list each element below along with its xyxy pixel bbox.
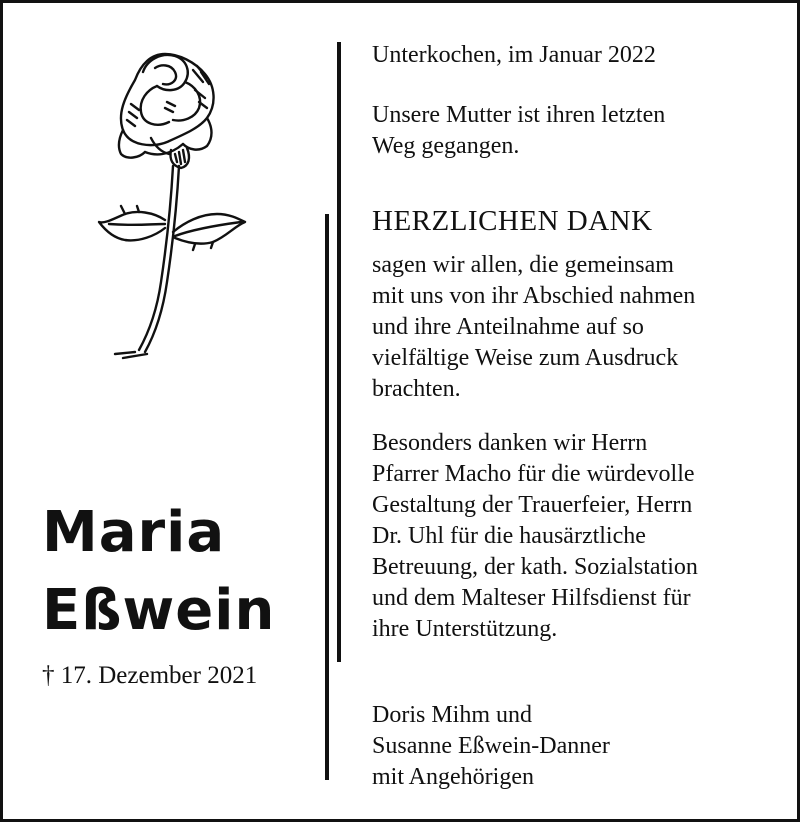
special-thanks-line: Betreuung, der kath. Sozialstation — [372, 554, 698, 580]
rose-icon — [95, 42, 250, 362]
cross-icon: † — [42, 662, 55, 689]
deceased-first-name: Maria — [42, 500, 226, 565]
thanks-line: und ihre Anteilnahme auf so — [372, 314, 644, 340]
thanks-line: brachten. — [372, 376, 461, 402]
thanks-line: vielfältige Weise zum Ausdruck — [372, 345, 679, 371]
signatory-line: Susanne Eßwein-Danner — [372, 733, 610, 759]
special-thanks-line: Pfarrer Macho für die würdevolle — [372, 461, 695, 487]
signatories — [372, 700, 782, 793]
divider-line-upper — [337, 42, 341, 662]
intro-line: Weg gegangen. — [372, 133, 520, 159]
special-thanks-line: Besonders danken wir Herrn — [372, 430, 648, 456]
thanks-heading: HERZLICHEN DANK — [372, 205, 653, 237]
place-date: Unterkochen, im Januar 2022 — [372, 42, 656, 68]
intro-text — [372, 100, 782, 162]
death-date: 17. Dezember 2021 — [60, 662, 258, 689]
death-date-line — [42, 662, 257, 690]
thanks-line: sagen wir allen, die gemeinsam — [372, 252, 674, 278]
signatory-line: Doris Mihm und — [372, 702, 533, 728]
signatory-line: mit Angehörigen — [372, 764, 534, 790]
special-thanks-text — [372, 428, 782, 645]
special-thanks-line: Gestaltung der Trauerfeier, Herrn — [372, 492, 693, 518]
intro-line: Unsere Mutter ist ihren letzten — [372, 102, 666, 128]
divider-line-lower — [325, 214, 329, 780]
special-thanks-line: und dem Malteser Hilfsdienst für — [372, 585, 691, 611]
thanks-text — [372, 250, 782, 405]
thanks-line: mit uns von ihr Abschied nahmen — [372, 283, 696, 309]
special-thanks-line: ihre Unterstützung. — [372, 616, 558, 642]
special-thanks-line: Dr. Uhl für die hausärztliche — [372, 523, 646, 549]
deceased-last-name: Eßwein — [42, 578, 276, 643]
